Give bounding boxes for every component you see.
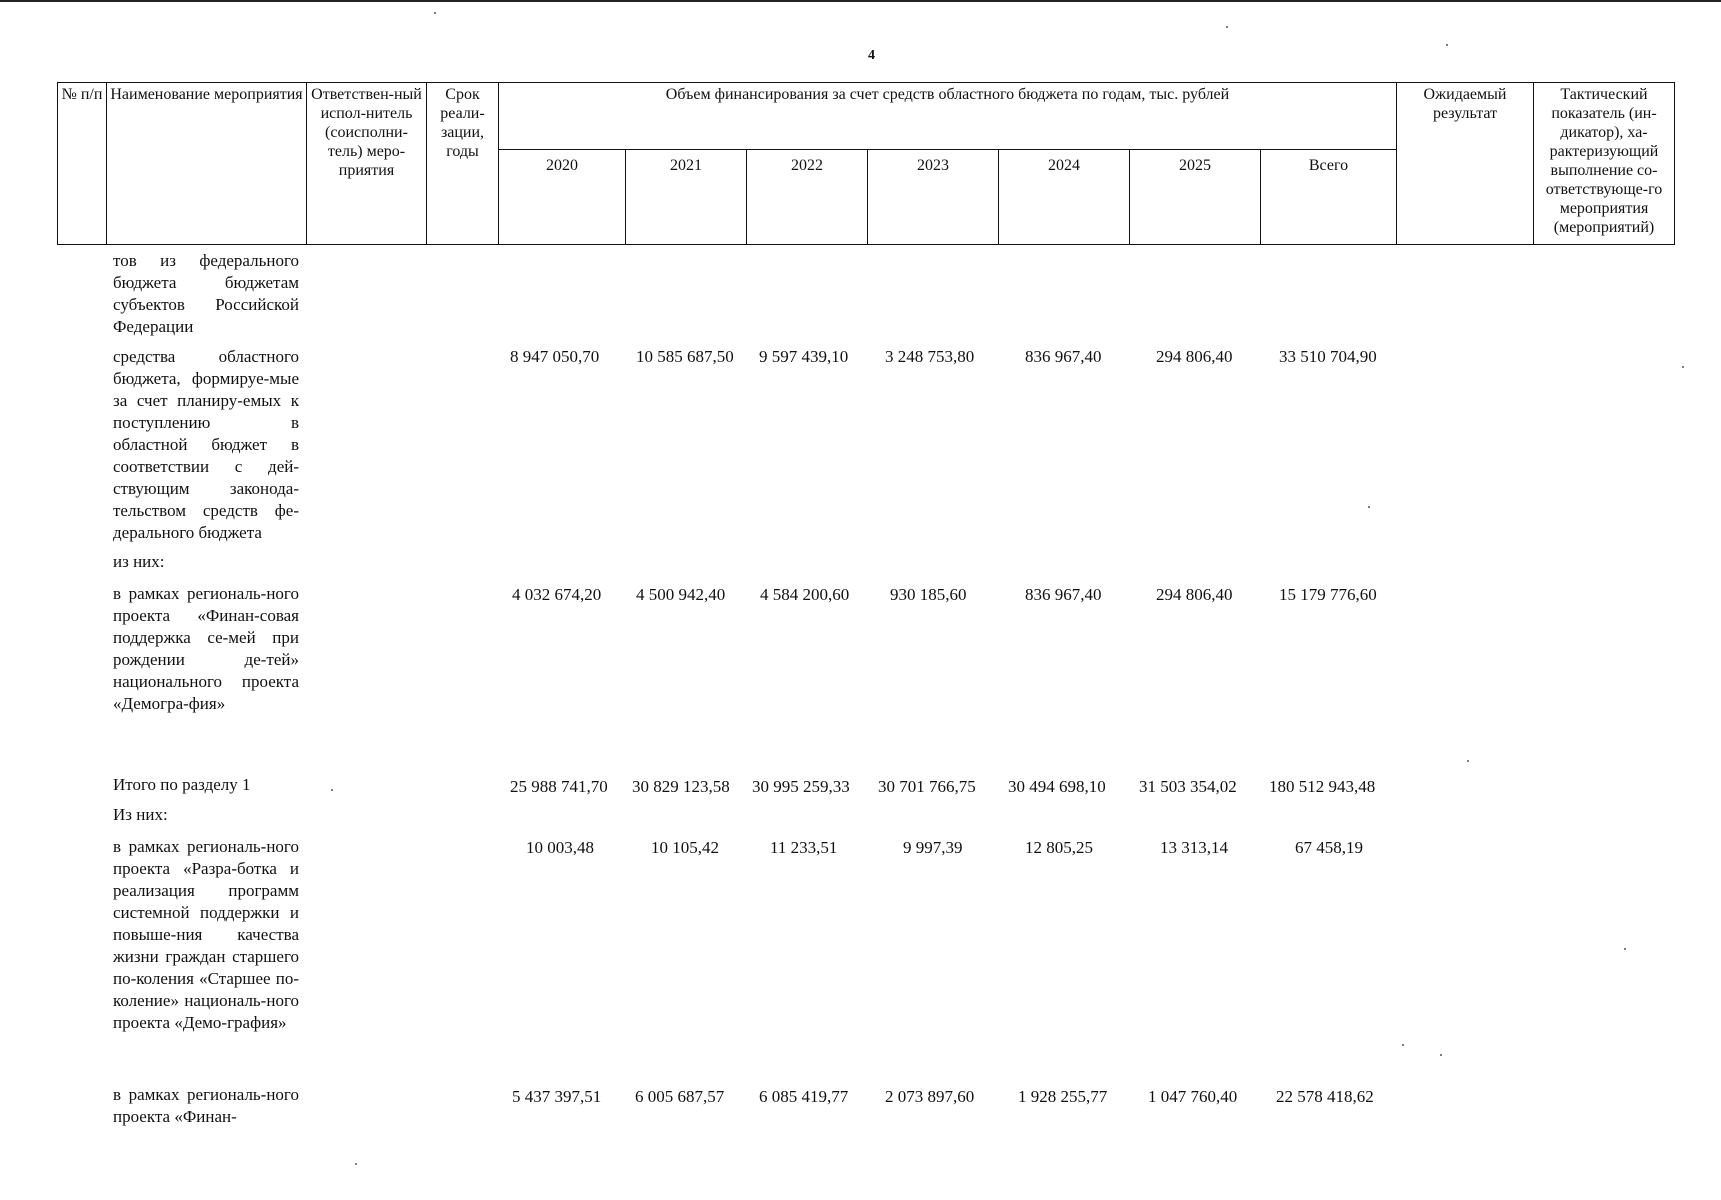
value-2023: 2 073 897,60 [885, 1087, 975, 1106]
header-year-2021: 2021 [626, 150, 747, 245]
value-2023: 930 185,60 [890, 585, 967, 604]
row-name: из них: [113, 552, 165, 571]
header-year-2023: 2023 [868, 150, 999, 245]
scan-speck [1368, 506, 1370, 508]
value-2023: 30 701 766,75 [878, 777, 976, 796]
header-result: Ожидаемый результат [1397, 83, 1534, 245]
scan-speck [331, 789, 333, 791]
value-2020: 8 947 050,70 [510, 347, 600, 366]
value-2023: 9 997,39 [903, 838, 963, 857]
page-number: 4 [868, 48, 875, 63]
row-name: средства областного бюджета, формируе-мые за счет планиру-емых к поступлению в областной бюджет в соответствии с дей-ствующим законода-тельством средств фе-дерального бюджета [113, 347, 299, 542]
value-total: 180 512 943,48 [1269, 777, 1376, 796]
value-2025: 294 806,40 [1156, 347, 1233, 366]
value-2020: 4 032 674,20 [512, 585, 602, 604]
value-2021: 10 585 687,50 [636, 347, 734, 366]
header-term: Срок реали-зации, годы [427, 83, 499, 245]
value-2020: 5 437 397,51 [512, 1087, 602, 1106]
row-name: тов из федерального бюджета бюджетам субъектов Российской Федерации [113, 251, 299, 336]
row-name: в рамках региональ-ного проекта «Разра-ботка и реализация программ системной поддержки и повыше-ния качества жизни граждан старшего по-коления «Старшее по-коление» националь-ного проекта «Демо-графия» [113, 837, 299, 1032]
value-total: 15 179 776,60 [1279, 585, 1377, 604]
header-number: № п/п [58, 83, 107, 245]
value-2025: 294 806,40 [1156, 585, 1233, 604]
header-total: Всего [1261, 150, 1397, 245]
value-2022: 9 597 439,10 [759, 347, 849, 366]
value-2025: 13 313,14 [1160, 838, 1228, 857]
value-2022: 6 085 419,77 [759, 1087, 849, 1106]
value-2023: 3 248 753,80 [885, 347, 975, 366]
scan-speck [1682, 366, 1684, 368]
value-2020: 10 003,48 [526, 838, 594, 857]
value-2024: 12 805,25 [1025, 838, 1093, 857]
value-2022: 30 995 259,33 [752, 777, 850, 796]
value-2021: 4 500 942,40 [636, 585, 726, 604]
scan-speck [1624, 948, 1626, 950]
scan-speck [1226, 26, 1228, 28]
header-name: Наименование мероприятия [107, 83, 307, 245]
row-name: в рамках региональ-ного проекта «Финан- [113, 1085, 299, 1126]
scan-speck [434, 12, 436, 14]
value-2022: 11 233,51 [770, 838, 838, 857]
scan-speck [355, 1163, 357, 1165]
header-financing: Объем финансирования за счет средств областного бюджета по годам, тыс. рублей [499, 83, 1397, 150]
header-responsible: Ответствен-ный испол-нитель (соисполни-тель) меро-приятия [307, 83, 427, 245]
row-name: Из них: [113, 805, 168, 824]
value-2020: 25 988 741,70 [510, 777, 608, 796]
value-2025: 31 503 354,02 [1139, 777, 1237, 796]
row-name: в рамках региональ-ного проекта «Финан-совая поддержка се-мей при рождении де-тей» национального проекта «Демогра-фия» [113, 584, 299, 713]
value-2022: 4 584 200,60 [760, 585, 850, 604]
value-2024: 30 494 698,10 [1008, 777, 1106, 796]
value-2021: 30 829 123,58 [632, 777, 730, 796]
header-year-2020: 2020 [499, 150, 626, 245]
row-name: Итого по разделу 1 [113, 775, 251, 794]
header-year-2022: 2022 [747, 150, 868, 245]
value-total: 33 510 704,90 [1279, 347, 1377, 366]
value-2024: 836 967,40 [1025, 347, 1102, 366]
value-2024: 836 967,40 [1025, 585, 1102, 604]
value-total: 67 458,19 [1295, 838, 1363, 857]
header-year-2025: 2025 [1130, 150, 1261, 245]
value-2025: 1 047 760,40 [1148, 1087, 1238, 1106]
scan-speck [1446, 44, 1448, 46]
value-2021: 10 105,42 [651, 838, 719, 857]
scan-speck [1467, 760, 1469, 762]
value-total: 22 578 418,62 [1276, 1087, 1374, 1106]
scan-speck [1402, 1044, 1404, 1046]
header-year-2024: 2024 [999, 150, 1130, 245]
scan-speck [1440, 1054, 1442, 1056]
value-2021: 6 005 687,57 [635, 1087, 725, 1106]
value-2024: 1 928 255,77 [1018, 1087, 1108, 1106]
header-indicator: Тактический показатель (ин-дикатор), ха-рактеризующий выполнение со-ответствующе-го мероприятия (мероприятий) [1534, 83, 1675, 245]
